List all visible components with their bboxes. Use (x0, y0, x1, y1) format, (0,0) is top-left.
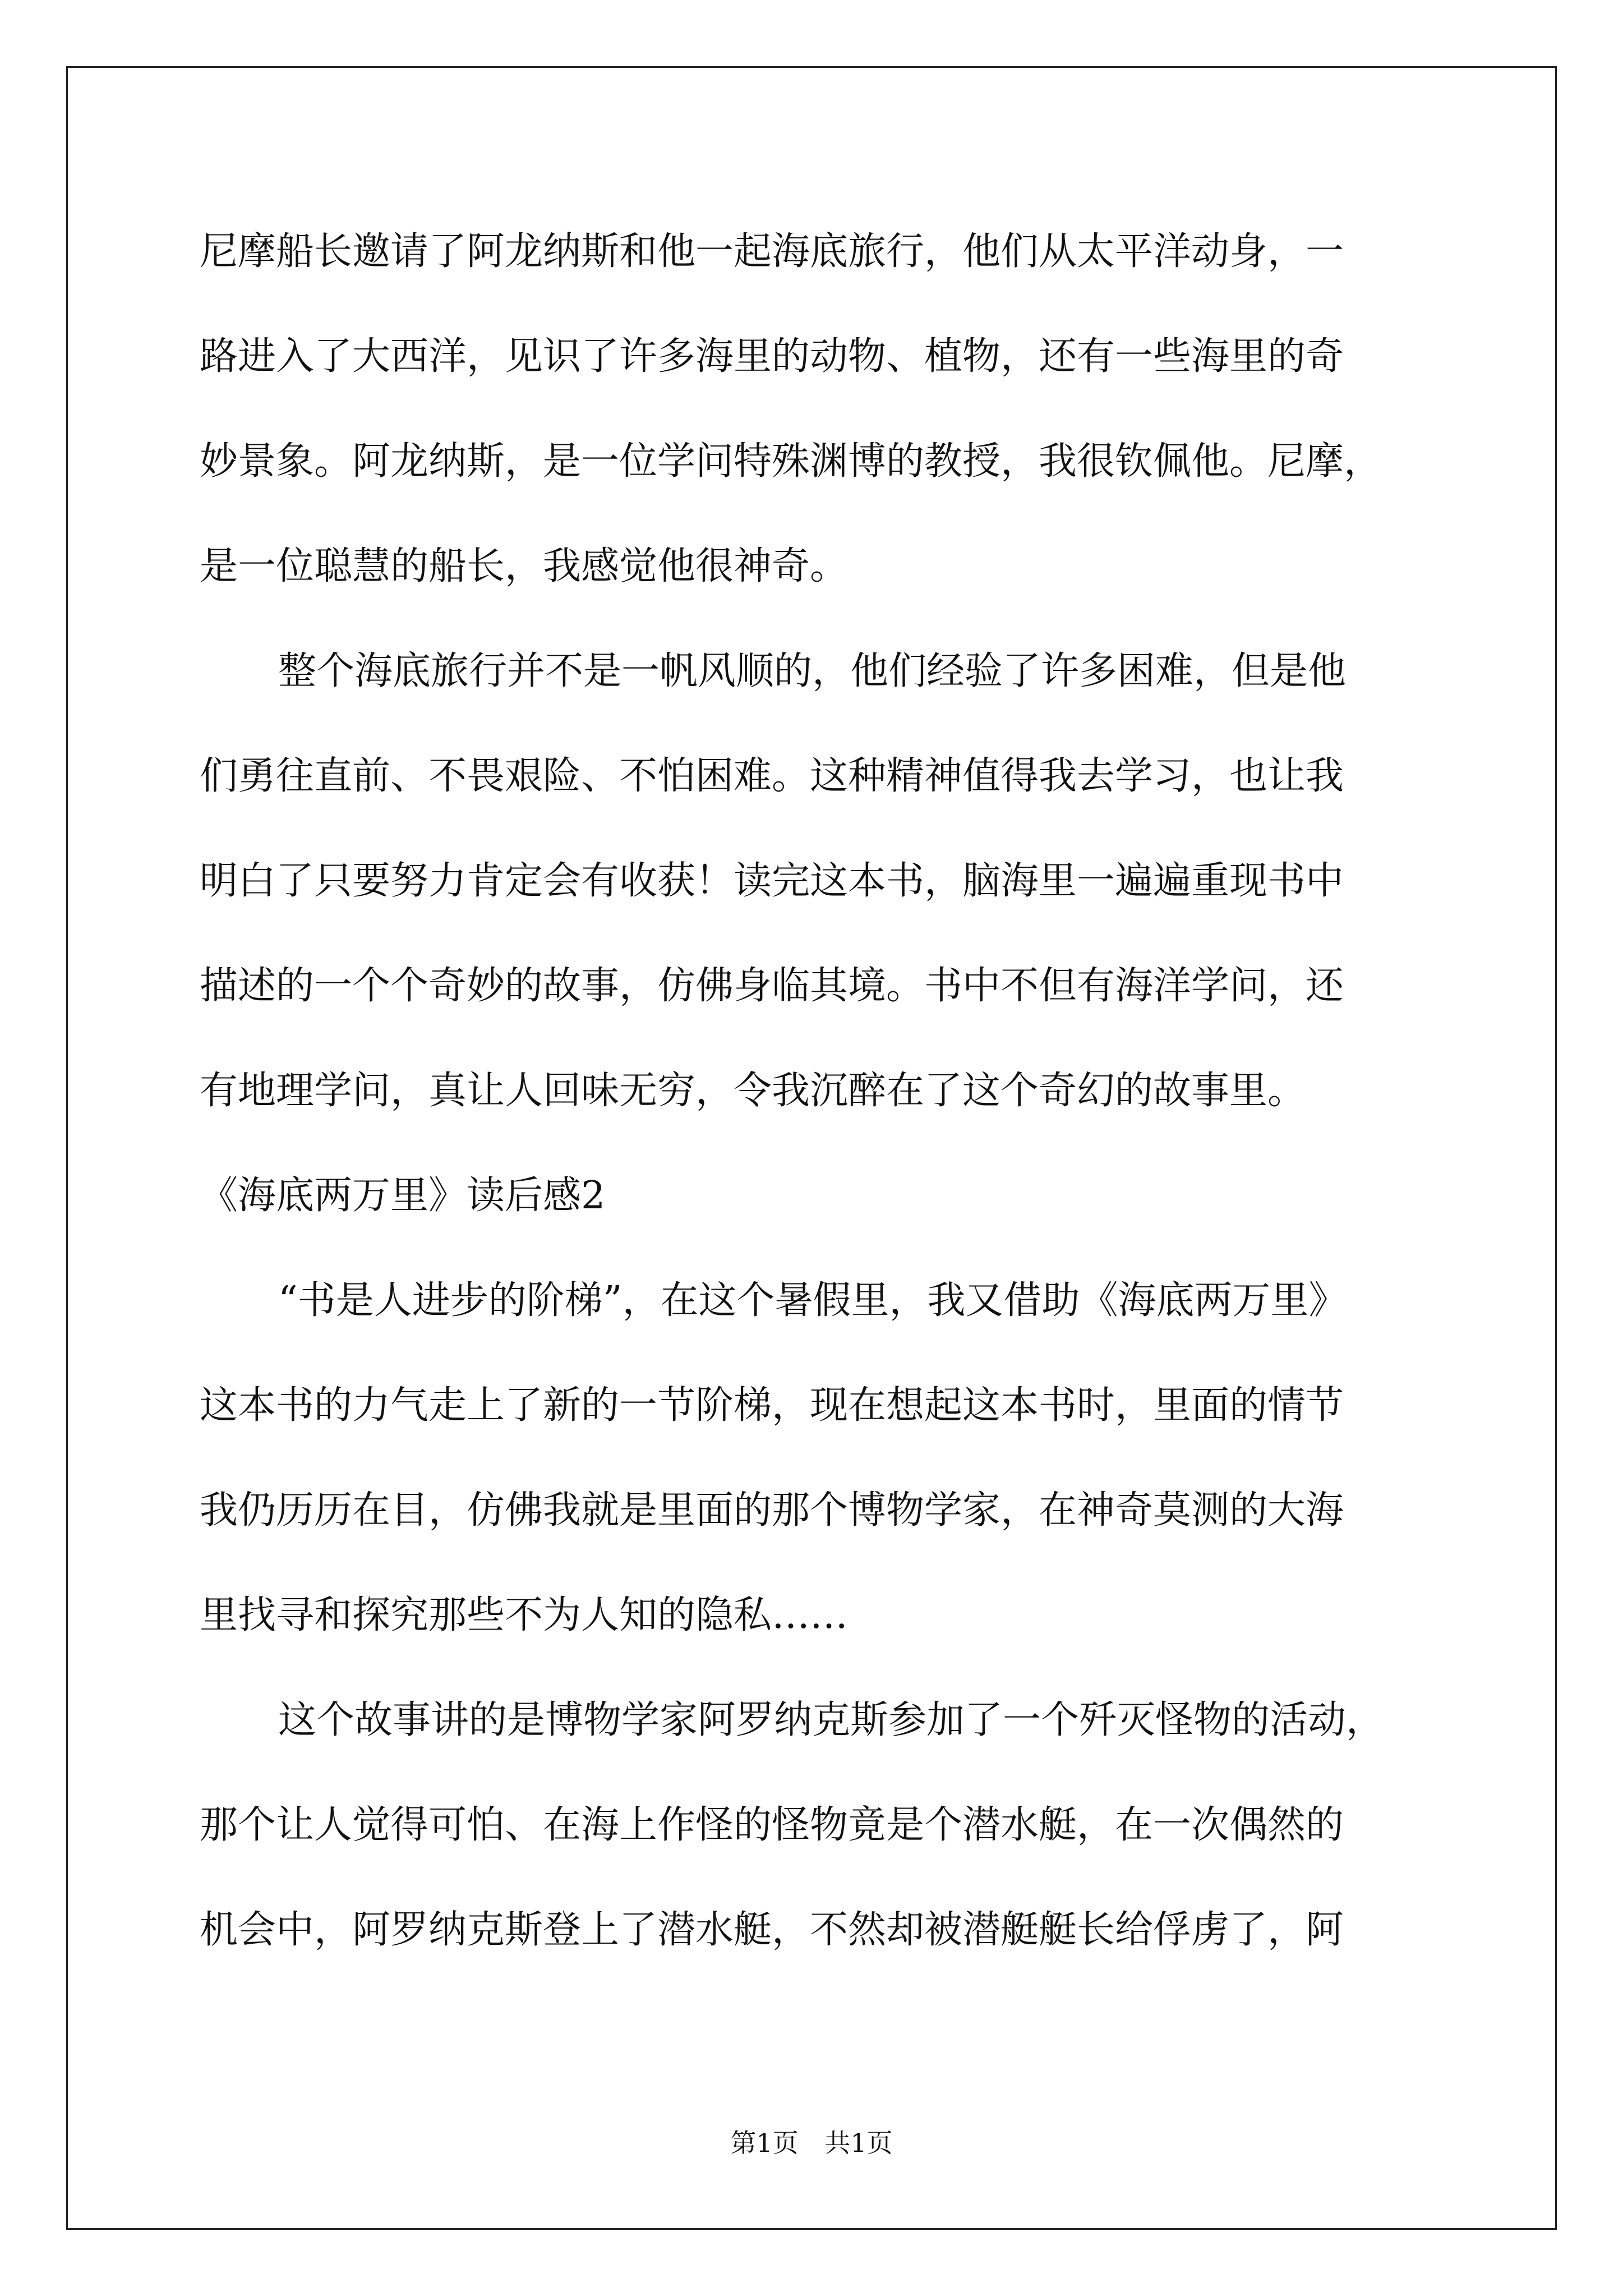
text-line: 我仍历历在目，仿佛我就是里面的那个博物学家，在神奇莫测的大海 (200, 1488, 1344, 1533)
page-total: 共1页 (824, 2128, 893, 2158)
text-line: 们勇往直前、不畏艰险、不怕困难。这种精神值得我去学习，也让我 (200, 754, 1344, 798)
text-line: 路进入了大西洋，见识了许多海里的动物、植物，还有一些海里的奇 (200, 334, 1344, 379)
text-line: “书是人进步的阶梯”，在这个暑假里，我又借助《海底两万里》 (278, 1278, 1347, 1323)
text-line: 有地理学问，真让人回味无穷，令我沉醉在了这个奇幻的故事里。 (200, 1069, 1306, 1113)
text-line: 那个让人觉得可怕、在海上作怪的怪物竟是个潜水艇，在一次偶然的 (200, 1803, 1344, 1847)
page-number: 第1页 (730, 2128, 799, 2158)
text-line: 明白了只要努力肯定会有收获！读完这本书，脑海里一遍遍重现书中 (200, 859, 1344, 903)
text-line: 整个海底旅行并不是一帆风顺的，他们经验了许多困难，但是他 (278, 649, 1347, 693)
text-line: 里找寻和探究那些不为人知的隐私…… (200, 1593, 849, 1637)
text-line: 描述的一个个奇妙的故事，仿佛身临其境。书中不但有海洋学问，还 (200, 964, 1344, 1008)
text-line: 尼摩船长邀请了阿龙纳斯和他一起海底旅行，他们从太平洋动身，一 (200, 229, 1344, 274)
text-line: 这本书的力气走上了新的一节阶梯，现在想起这本书时，里面的情节 (200, 1383, 1344, 1428)
text-line: 妙景象。阿龙纳斯，是一位学问特殊渊博的教授，我很钦佩他。尼摩， (200, 439, 1382, 484)
page-footer (0, 2126, 1623, 2160)
text-line: 是一位聪慧的船长，我感觉他很神奇。 (200, 544, 849, 588)
document-body (200, 199, 1439, 1982)
text-line: 机会中，阿罗纳克斯登上了潜水艇，不然却被潜艇艇长给俘虏了，阿 (200, 1908, 1344, 1952)
section-heading: 《海底两万里》读后感2 (200, 1174, 606, 1218)
text-line: 这个故事讲的是博物学家阿罗纳克斯参加了一个歼灭怪物的活动， (278, 1698, 1385, 1742)
